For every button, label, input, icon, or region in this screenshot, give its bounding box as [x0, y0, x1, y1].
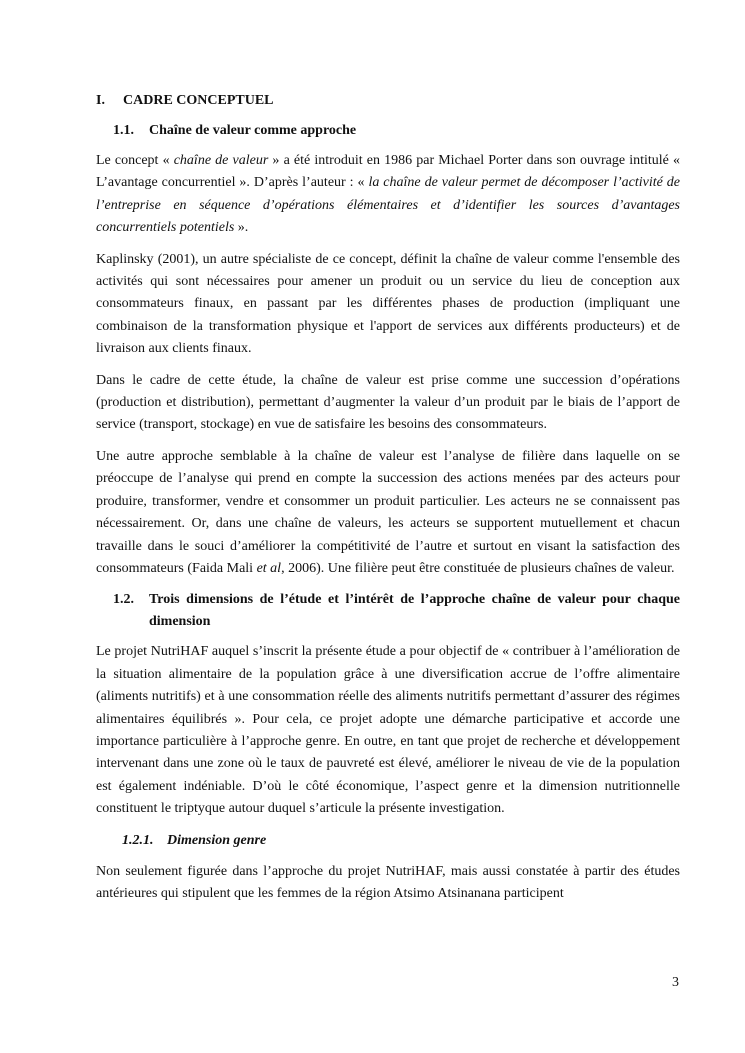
et-al-italic: et al	[256, 560, 282, 576]
paragraph-etude: Dans le cadre de cette étude, la chaîne de valeur est prise comme une succession d’opérations (production et distribution), permettant d’augmenter la valeur d’un produit par le biais de l’apport de service (transport, stockage) en vue de satisfaire les besoins des consommateurs.	[96, 372, 680, 433]
paragraph-nutrihaf: Le projet NutriHAF auquel s’inscrit la présente étude a pour objectif de « contribuer à l’amélioration de la situation alimentaire de la population grâce à une diversification accrue de l’offre alimentaire (aliments nutritifs) et à une consommation réelle des aliments nutritifs permettant d’assurer des régimes alimentaires équilibrés ». Pour cela, ce projet adopte une démarche participative et accorde une importance particulière à l’approche genre. En outre, en tant que projet de recherche et développement intervenant dans une zone où le taux de pauvreté est élevé, améliorer le niveau de vie de la population est également indéniable. D’où le côté économique, l’aspect genre et la dimension nutritionnelle constituent le triptyque autour duquel s’articule la présente investigation.	[96, 644, 680, 817]
paragraph-genre: Non seulement figurée dans l’approche du projet NutriHAF, mais aussi constatée à partir des études antérieures qui stipulent que les femmes de la région Atsimo Atsinanana participent	[96, 863, 680, 901]
page-content	[96, 91, 680, 905]
subsubsection-heading-1-2-1	[96, 830, 680, 852]
subsection-number: 1.2.	[113, 592, 134, 608]
text-run: , 2006). Une filière peut être constituée de plusieurs chaînes de valeur.	[281, 560, 675, 576]
page-number: 3	[672, 975, 679, 990]
subsubsection-title: Dimension genre	[167, 832, 267, 848]
section-number: I.	[96, 93, 105, 108]
subsection-title: Chaîne de valeur comme approche	[149, 123, 357, 138]
section-title: CADRE CONCEPTUEL	[123, 93, 274, 108]
subsection-heading-1-1	[96, 120, 680, 142]
text-run: » a été introduit en 1986 par Michael Porter dans son ouvrage intitulé « L’avantage concurrentiel ». D’après l’auteur : «	[96, 153, 681, 191]
paragraph-porter	[96, 150, 680, 240]
paragraph-kaplinsky: Kaplinsky (2001), un autre spécialiste de ce concept, définit la chaîne de valeur comme l'ensemble des activités qui sont nécessaires pour amener un produit ou un service du lieu de conception aux consommateurs finaux, en passant par les différentes phases de production (impliquant une combinaison de la transformation physique et l'apport de services aux différents producteurs) et de livraison aux clients finaux.	[96, 251, 680, 357]
section-heading	[96, 91, 680, 111]
paragraph-filiere	[96, 446, 680, 580]
subsection-title: Trois dimensions de l’étude et l’intérêt de l’approche chaîne de valeur pour chaque dimension	[149, 592, 680, 630]
text-run: Une autre approche semblable à la chaîne de valeur est l’analyse de filière dans laquelle on se préoccupe de l’analyse qui prend en compte la succession des actions menées par des acteurs pour produire, transformer, vendre et consommer un produit particulier. Les acteurs ne se connaissent pas nécessairement. Or, dans une chaîne de valeurs, les acteurs se supportent mutuellement et chacun travaille dans le souci d’améliorer la compétitivité de l’autre et surtout en visant la satisfaction des consommateurs (Faida Mali	[96, 448, 680, 576]
subsection-heading-1-2	[96, 589, 680, 633]
text-run: ».	[234, 220, 249, 236]
subsection-number: 1.1.	[113, 123, 134, 138]
text-run: «	[162, 153, 174, 168]
term-italic: chaîne de valeur	[173, 153, 269, 168]
text-run: Le concept	[96, 153, 163, 168]
quote-italic: la chaîne de valeur permet de décomposer l’activité de l’entreprise en séquence d’opérations élémentaires et d’identifier les sources d’avantages concurrentiels potentiels	[96, 175, 680, 236]
subsubsection-number: 1.2.1.	[122, 832, 154, 848]
